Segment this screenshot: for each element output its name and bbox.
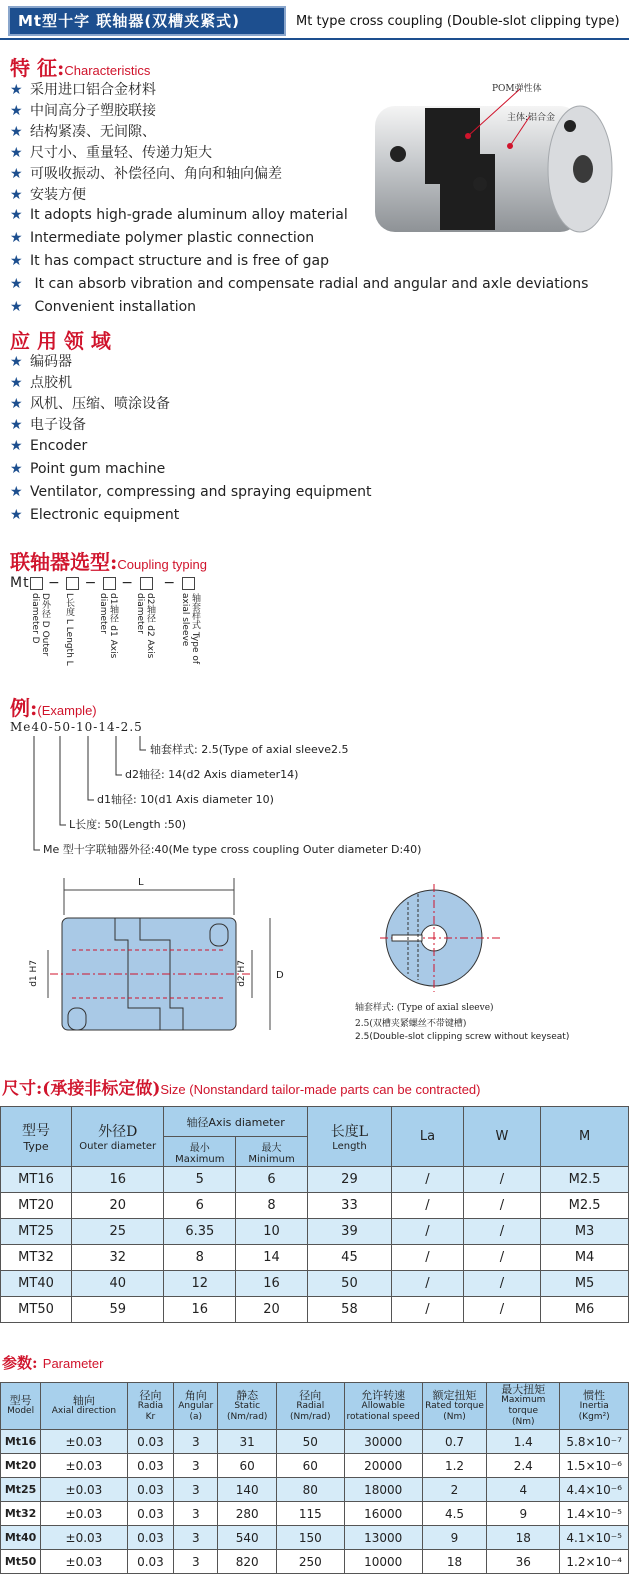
param-col-header: 允许转速 Allowable rotational speed (344, 1383, 422, 1430)
table-cell: 1.2 (422, 1454, 486, 1478)
table-cell: / (392, 1271, 464, 1297)
col-w: W (463, 1107, 540, 1167)
star-icon: ★ (10, 207, 23, 223)
list-item: ★ It can absorb vibration and compensate radial and angular and axle deviations (10, 273, 588, 296)
param-col-header: 径向 Radial (Nm/rad) (277, 1383, 344, 1430)
size-title-zh: 尺寸:(承接非标定做) (2, 1079, 161, 1099)
table-cell: ±0.03 (41, 1502, 128, 1526)
star-icon: ★ (10, 507, 23, 523)
table-cell: 820 (218, 1550, 277, 1574)
dim-d1-label: d1 H7 (29, 960, 39, 987)
table-cell: Mt20 (1, 1454, 41, 1478)
table-cell: ±0.03 (41, 1550, 128, 1574)
table-cell: 1.4 (487, 1430, 560, 1454)
list-item: ★ Ventilator, compressing and spraying equipment (10, 481, 372, 504)
list-item: ★ Intermediate polymer plastic connection (10, 227, 588, 250)
table-cell: M2.5 (541, 1167, 629, 1193)
table-cell: Mt40 (1, 1526, 41, 1550)
typing-title (10, 546, 207, 575)
table-cell: / (392, 1297, 464, 1323)
example-line-sleeve: 轴套样式: 2.5(Type of axial sleeve2.5 (150, 743, 349, 756)
table-row (1, 1502, 629, 1526)
example-line-d1: d1轴径: 10(d1 Axis diameter 10) (97, 793, 274, 806)
list-item: ★ 结构紧凑、无间隙、 (10, 122, 282, 143)
star-icon: ★ (10, 124, 23, 140)
list-item: ★ 风机、压缩、喷涂设备 (10, 394, 170, 415)
table-cell: 3 (174, 1502, 218, 1526)
star-icon: ★ (10, 438, 23, 454)
table-row (1, 1193, 629, 1219)
star-icon: ★ (10, 276, 23, 292)
end-view-drawing (378, 880, 508, 1000)
star-icon: ★ (10, 484, 23, 500)
star-icon: ★ (10, 253, 23, 269)
example-title (10, 692, 97, 721)
table-cell: 2.4 (487, 1454, 560, 1478)
table-cell: 31 (218, 1430, 277, 1454)
table-cell: 1.4×10⁻⁵ (560, 1502, 629, 1526)
table-cell: 280 (218, 1502, 277, 1526)
table-cell: Mt32 (1, 1502, 41, 1526)
param-col-header: 惯性 Inertia (Kgm²) (560, 1383, 629, 1430)
list-item: ★ Electronic equipment (10, 504, 372, 527)
example-line-length: L长度: 50(Length :50) (69, 818, 187, 831)
col-min: 最小 Maximum (164, 1137, 236, 1167)
table-cell: 0.03 (127, 1430, 174, 1454)
pom-label: POM弹性体 (492, 84, 542, 94)
table-cell: 5.8×10⁻⁷ (560, 1430, 629, 1454)
table-cell: 80 (277, 1478, 344, 1502)
table-cell: 60 (277, 1454, 344, 1478)
table-row (1, 1271, 629, 1297)
list-item: ★ 采用进口铝合金材料 (10, 80, 282, 101)
col-m: M (541, 1107, 629, 1167)
param-col-header: 静态 Static (Nm/rad) (218, 1383, 277, 1430)
code-box-d2 (140, 577, 153, 590)
table-cell: 4.1×10⁻⁵ (560, 1526, 629, 1550)
table-cell: 14 (236, 1245, 308, 1271)
list-item: ★ 点胶机 (10, 373, 170, 394)
dim-l-label: L (138, 877, 144, 888)
table-cell: 0.03 (127, 1526, 174, 1550)
table-cell: / (392, 1167, 464, 1193)
list-item: ★ 可吸收振动、补偿径向、角向和轴向偏差 (10, 164, 282, 185)
typing-title-zh: 联轴器选型: (10, 550, 118, 574)
param-col-header: 型号 Model (1, 1383, 41, 1430)
param-col-header: 轴向 Axial direction (41, 1383, 128, 1430)
table-cell: 25 (72, 1219, 164, 1245)
table-cell: 8 (236, 1193, 308, 1219)
header-divider (0, 38, 629, 40)
table-cell: 16 (72, 1167, 164, 1193)
typing-label-d1: d1轴径 d1 Axis diameter (98, 593, 118, 659)
list-item: ★ Convenient installation (10, 296, 588, 319)
applications-title: 应 用 领 域 (10, 329, 111, 353)
code-box-sleeve (182, 577, 195, 590)
table-cell: 3 (174, 1454, 218, 1478)
table-cell: / (392, 1245, 464, 1271)
table-cell: 540 (218, 1526, 277, 1550)
table-cell: 0.03 (127, 1502, 174, 1526)
star-icon: ★ (10, 230, 23, 246)
param-title-en: Parameter (42, 1356, 104, 1371)
sleeve-line-1: 2.5(双槽夹紧螺丝不带键槽) (355, 1019, 467, 1029)
table-cell: 1.2×10⁻⁴ (560, 1550, 629, 1574)
param-col-header: 额定扭矩 Rated torque (Nm) (422, 1383, 486, 1430)
size-title-en: Size (Nonstandard tailor-made parts can be contracted) (160, 1082, 481, 1097)
table-cell: M6 (541, 1297, 629, 1323)
table-cell: M5 (541, 1271, 629, 1297)
table-row (1, 1430, 629, 1454)
example-code: Me40-50-10-14-2.5 (10, 720, 143, 734)
star-icon: ★ (10, 354, 23, 370)
table-cell: 32 (72, 1245, 164, 1271)
list-item: ★ Encoder (10, 435, 372, 458)
list-item: ★ It adopts high-grade aluminum alloy material (10, 204, 588, 227)
typing-code: Mt − − − − (10, 575, 195, 591)
table-cell: 0.7 (422, 1430, 486, 1454)
table-cell: 4.4×10⁻⁶ (560, 1478, 629, 1502)
product-photo (370, 74, 620, 244)
table-cell: / (392, 1193, 464, 1219)
table-cell: 13000 (344, 1526, 422, 1550)
param-table (0, 1382, 629, 1574)
table-cell: M4 (541, 1245, 629, 1271)
header-title: Mt型十字 联轴器(双槽夹紧式) (8, 6, 286, 36)
table-cell: MT50 (1, 1297, 72, 1323)
col-outer-diameter: 外径D Outer diameter (72, 1107, 164, 1167)
table-cell: 8 (164, 1245, 236, 1271)
example-line-diameter: Me 型十字联轴器外径:40(Me type cross coupling Outer diameter D:40) (43, 843, 422, 856)
table-row (1, 1219, 629, 1245)
table-cell: 20 (72, 1193, 164, 1219)
table-row (1, 1478, 629, 1502)
star-icon: ★ (10, 82, 23, 98)
dim-d-label: D (276, 970, 284, 981)
table-cell: 18 (422, 1550, 486, 1574)
table-cell: 0.03 (127, 1478, 174, 1502)
table-cell: 50 (307, 1271, 391, 1297)
table-cell: 20 (236, 1297, 308, 1323)
characteristics-title (10, 52, 150, 81)
code-box-d (30, 577, 43, 590)
col-type: 型号 Type (1, 1107, 72, 1167)
code-box-d1 (103, 577, 116, 590)
table-cell: 16000 (344, 1502, 422, 1526)
table-cell: 3 (174, 1526, 218, 1550)
col-max: 最大 Minimum (236, 1137, 308, 1167)
table-cell: 40 (72, 1271, 164, 1297)
table-row (1, 1454, 629, 1478)
applications-list-en (10, 435, 372, 527)
table-cell: 0.03 (127, 1550, 174, 1574)
table-cell: / (463, 1297, 540, 1323)
table-cell: 18000 (344, 1478, 422, 1502)
typing-title-en: Coupling typing (117, 557, 208, 572)
star-icon: ★ (10, 375, 23, 391)
table-cell: 6.35 (164, 1219, 236, 1245)
table-cell: 6 (236, 1167, 308, 1193)
table-row (1, 1167, 629, 1193)
table-cell: ±0.03 (41, 1526, 128, 1550)
table-cell: ±0.03 (41, 1478, 128, 1502)
example-title-en: (Example) (37, 703, 97, 718)
star-icon: ★ (10, 417, 23, 433)
table-cell: 9 (422, 1526, 486, 1550)
table-cell: 16 (164, 1297, 236, 1323)
table-cell: / (463, 1167, 540, 1193)
table-cell: 29 (307, 1167, 391, 1193)
list-item: ★ 安装方便 (10, 185, 282, 206)
col-axis-diameter: 轴径Axis diameter (164, 1107, 307, 1137)
dim-d2-label: d2 H7 (237, 960, 247, 987)
table-cell: / (463, 1193, 540, 1219)
table-cell: 4.5 (422, 1502, 486, 1526)
table-cell: / (463, 1245, 540, 1271)
table-cell: M2.5 (541, 1193, 629, 1219)
list-item: ★ 电子设备 (10, 415, 170, 436)
table-cell: 3 (174, 1550, 218, 1574)
star-icon: ★ (10, 103, 23, 119)
param-title-zh: 参数: (2, 1354, 38, 1372)
sleeve-title: 轴套样式: (Type of axial sleeve) (355, 1003, 494, 1013)
characteristics-title-en: Characteristics (64, 63, 151, 78)
table-cell: 12 (164, 1271, 236, 1297)
table-cell: 50 (277, 1430, 344, 1454)
table-row (1, 1297, 629, 1323)
table-cell: 6 (164, 1193, 236, 1219)
table-row (1, 1550, 629, 1574)
typing-label-l: L长度 L Length L (64, 593, 74, 666)
star-icon: ★ (10, 461, 23, 477)
table-cell: 36 (487, 1550, 560, 1574)
applications-list-zh (10, 352, 170, 436)
star-icon: ★ (10, 166, 23, 182)
table-cell: 60 (218, 1454, 277, 1478)
table-cell: M3 (541, 1219, 629, 1245)
table-row (1, 1526, 629, 1550)
example-title-zh: 例: (10, 696, 38, 720)
list-item: ★ 尺寸小、重量轻、传递力矩大 (10, 143, 282, 164)
table-cell: 5 (164, 1167, 236, 1193)
sleeve-line-2: 2.5(Double-slot clipping screw without keyseat) (355, 1032, 570, 1042)
body-label: 主体:铝合金 (507, 113, 556, 123)
table-cell: 250 (277, 1550, 344, 1574)
table-cell: MT16 (1, 1167, 72, 1193)
table-cell: Mt16 (1, 1430, 41, 1454)
param-title (2, 1352, 103, 1373)
table-cell: 1.5×10⁻⁶ (560, 1454, 629, 1478)
table-cell: ±0.03 (41, 1430, 128, 1454)
side-view-drawing (40, 870, 290, 1040)
table-cell: Mt25 (1, 1478, 41, 1502)
typing-label-sleeve: 轴套样式 Type of axial sleeve (180, 593, 200, 665)
table-cell: 39 (307, 1219, 391, 1245)
table-cell: MT20 (1, 1193, 72, 1219)
typing-label-d: D外径 D Outer diameter D (30, 593, 50, 657)
size-table (0, 1106, 629, 1323)
col-la: La (392, 1107, 464, 1167)
table-cell: 115 (277, 1502, 344, 1526)
table-cell: 45 (307, 1245, 391, 1271)
typing-label-d2: d2轴径 d2 Axis diameter (135, 593, 155, 659)
size-title (2, 1074, 480, 1099)
table-cell: / (392, 1219, 464, 1245)
table-cell: MT32 (1, 1245, 72, 1271)
star-icon: ★ (10, 396, 23, 412)
list-item: ★ Point gum machine (10, 458, 372, 481)
table-cell: ±0.03 (41, 1454, 128, 1478)
col-length: 长度L Length (307, 1107, 391, 1167)
code-box-l (66, 577, 79, 590)
table-cell: 9 (487, 1502, 560, 1526)
table-cell: 30000 (344, 1430, 422, 1454)
typing-prefix: Mt (10, 575, 30, 591)
param-col-header: 径向 Radia Kr (127, 1383, 174, 1430)
table-cell: Mt50 (1, 1550, 41, 1574)
table-cell: 16 (236, 1271, 308, 1297)
table-cell: 20000 (344, 1454, 422, 1478)
example-line-d2: d2轴径: 14(d2 Axis diameter14) (125, 768, 299, 781)
table-cell: 2 (422, 1478, 486, 1502)
table-cell: 4 (487, 1478, 560, 1502)
table-cell: 59 (72, 1297, 164, 1323)
list-item: ★ 中间高分子塑胶联接 (10, 101, 282, 122)
table-cell: 150 (277, 1526, 344, 1550)
characteristics-title-zh: 特 征: (10, 56, 65, 80)
table-cell: 3 (174, 1478, 218, 1502)
table-cell: 58 (307, 1297, 391, 1323)
list-item: ★ It has compact structure and is free of gap (10, 250, 588, 273)
star-icon: ★ (10, 145, 23, 161)
characteristics-list-zh (10, 80, 282, 206)
star-icon: ★ (10, 299, 23, 315)
table-cell: 10 (236, 1219, 308, 1245)
table-cell: MT40 (1, 1271, 72, 1297)
star-icon: ★ (10, 187, 23, 203)
table-cell: 33 (307, 1193, 391, 1219)
param-col-header: 最大扭矩 Maximum torque (Nm) (487, 1383, 560, 1430)
table-cell: 3 (174, 1430, 218, 1454)
table-cell: 18 (487, 1526, 560, 1550)
table-cell: 0.03 (127, 1454, 174, 1478)
table-row (1, 1245, 629, 1271)
table-cell: 140 (218, 1478, 277, 1502)
table-cell: 10000 (344, 1550, 422, 1574)
table-cell: / (463, 1219, 540, 1245)
header-subtitle: Mt type cross coupling (Double-slot clipping type) (296, 14, 620, 29)
list-item: ★ 编码器 (10, 352, 170, 373)
table-cell: / (463, 1271, 540, 1297)
param-col-header: 角向 Angular (a) (174, 1383, 218, 1430)
table-cell: MT25 (1, 1219, 72, 1245)
